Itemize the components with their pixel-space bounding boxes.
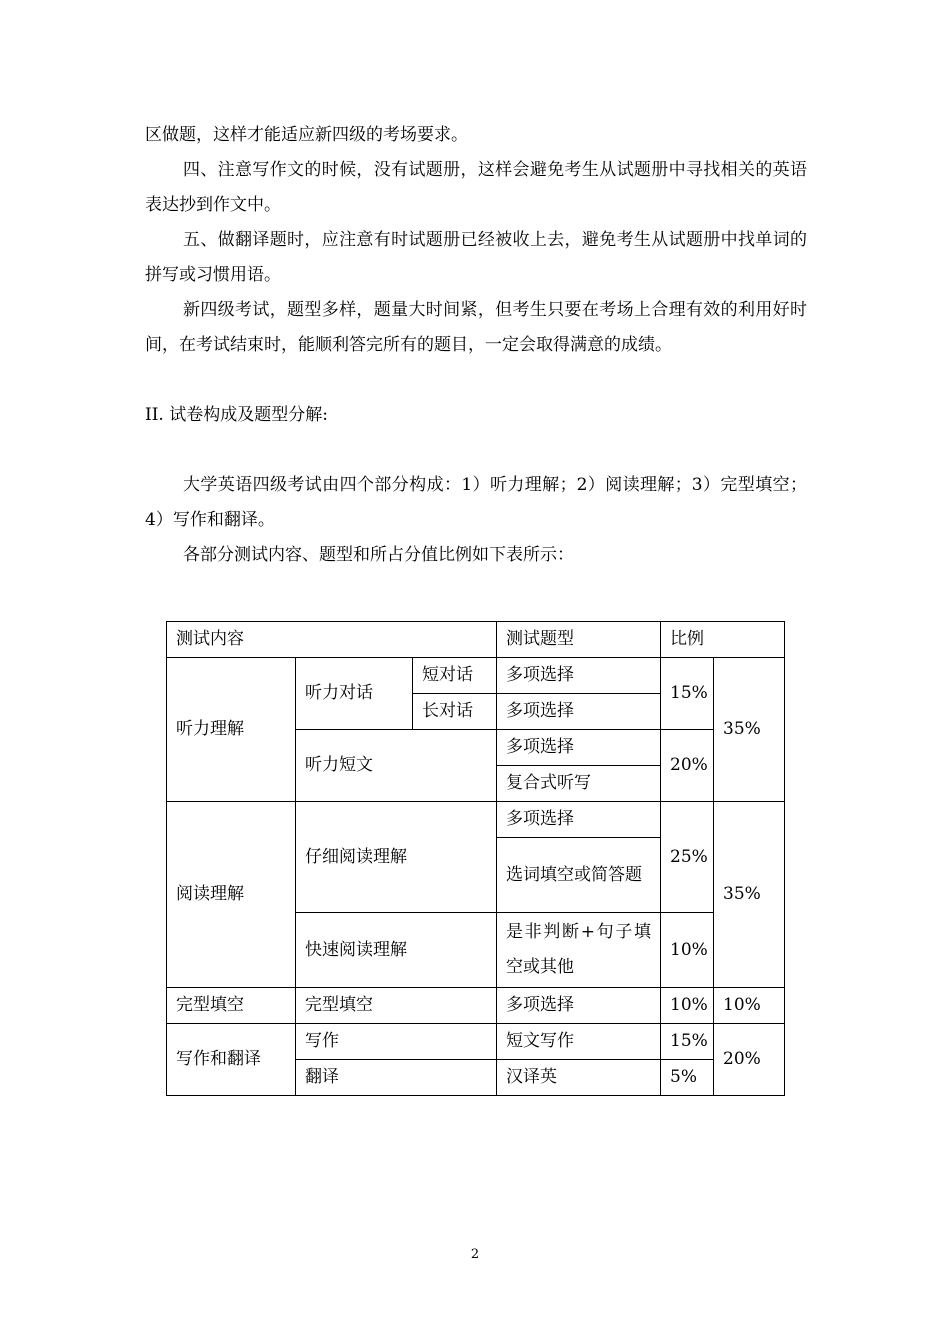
paragraph-table-intro: 各部分测试内容、题型和所占分值比例如下表所示： [183,545,574,565]
long-dialogue-cell: 长对话 [413,694,497,730]
writing-section-cell: 写作和翻译 [167,1024,296,1096]
listening-passage-cell: 听力短文 [296,730,497,802]
paragraph-tip-four: 四、注意写作文的时候，没有试题册，这样会避免考生从试题册中寻找相关的英语表达抄到作文中。 [145,160,807,215]
cloze-item-cell: 完型填空 [296,988,497,1024]
page-number: 2 [470,1247,480,1262]
writing-type-cell: 短文写作 [497,1024,661,1060]
reading-total-cell: 35% [714,802,785,988]
writing-total-cell: 20% [714,1024,785,1096]
paragraph-tip-five: 五、做翻译题时，应注意有时试题册已经被收上去，避免考生从试题册中找单词的拼写或习惯用语。 [145,230,807,285]
careful-type2-cell: 选词填空或简答题 [497,838,661,913]
cloze-section-cell: 完型填空 [167,988,296,1024]
table-row [167,1024,785,1060]
listening-section-cell: 听力理解 [167,658,296,802]
careful-type1-cell: 多项选择 [497,802,661,838]
careful-ratio-cell: 25% [661,802,714,913]
careful-reading-cell: 仔细阅读理解 [296,802,497,913]
cloze-ratio-cell: 10% [661,988,714,1024]
translation-type-cell: 汉译英 [497,1060,661,1096]
long-dialogue-type-cell: 多项选择 [497,694,661,730]
listening-total-cell: 35% [714,658,785,802]
table-header-row [167,622,785,658]
header-ratio: 比例 [661,622,785,658]
paragraph-structure: 大学英语四级考试由四个部分构成：1）听力理解；2）阅读理解；3）完型填空；4）写作和翻译。 [145,475,807,530]
translation-cell: 翻译 [296,1060,497,1096]
header-type: 测试题型 [497,622,661,658]
dialogue-ratio-cell: 15% [661,658,714,730]
passage-ratio-cell: 20% [661,730,714,802]
document-body [145,118,807,573]
fast-type-cell: 是非判断+句子填空或其他 [497,913,661,988]
listening-dialogue-cell: 听力对话 [296,658,413,730]
short-dialogue-cell: 短对话 [413,658,497,694]
paragraph-continuation: 区做题，这样才能适应新四级的考场要求。 [145,125,468,145]
cloze-type-cell: 多项选择 [497,988,661,1024]
header-content: 测试内容 [167,622,497,658]
fast-ratio-cell: 10% [661,913,714,988]
translation-ratio-cell: 5% [661,1060,714,1096]
passage-type1-cell: 多项选择 [497,730,661,766]
paragraph-summary: 新四级考试，题型多样，题量大时间紧，但考生只要在考场上合理有效的利用好时间，在考试结束时，能顺利答完所有的题目，一定会取得满意的成绩。 [145,300,807,355]
exam-structure-table [166,621,785,1096]
reading-section-cell: 阅读理解 [167,802,296,988]
table-row [167,658,785,694]
table-row [167,802,785,838]
fast-reading-cell: 快速阅读理解 [296,913,497,988]
short-dialogue-type-cell: 多项选择 [497,658,661,694]
writing-ratio-cell: 15% [661,1024,714,1060]
writing-cell: 写作 [296,1024,497,1060]
cloze-total-cell: 10% [714,988,785,1024]
section-heading: II. 试卷构成及题型分解: [145,405,328,425]
passage-type2-cell: 复合式听写 [497,766,661,802]
table-row [167,988,785,1024]
